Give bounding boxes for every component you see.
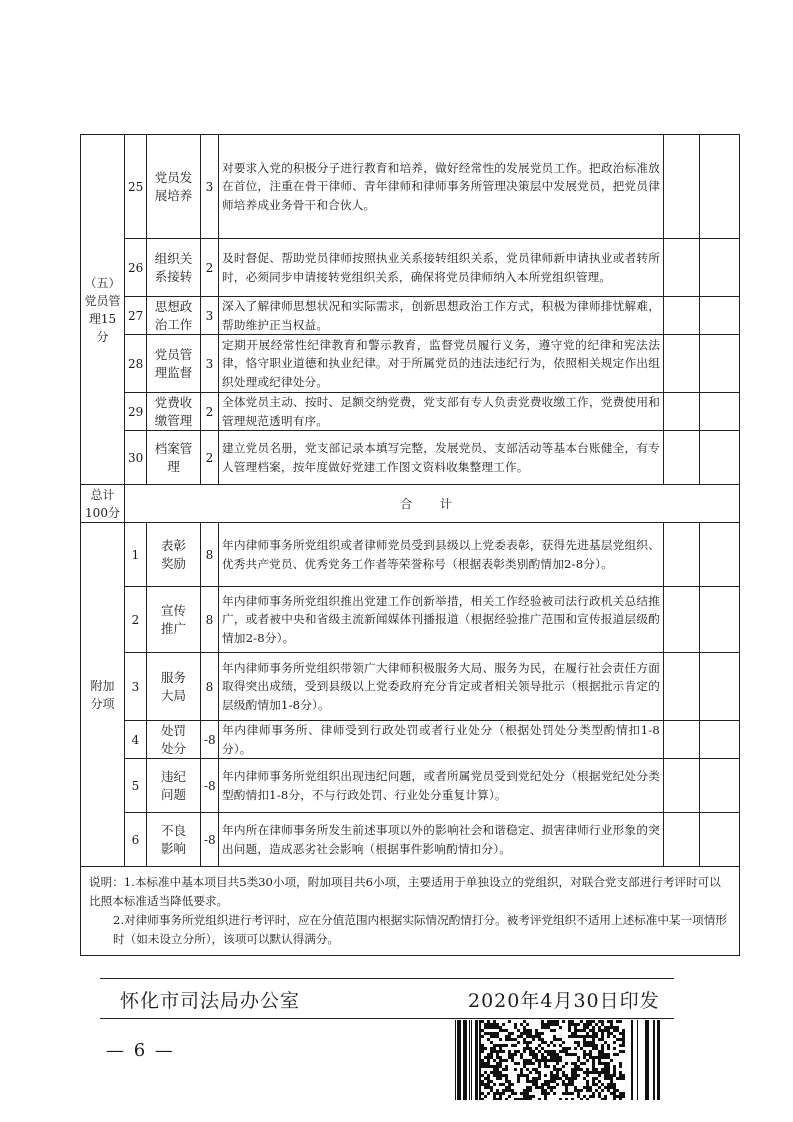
item-name: 党员发 展培养 (147, 135, 201, 239)
item-name: 处罚 处分 (147, 721, 201, 759)
item-name: 违纪 问题 (147, 759, 201, 813)
item-number: 4 (125, 721, 147, 759)
eval-cell-2 (700, 721, 740, 759)
total-row (81, 485, 740, 523)
item-name: 党费收 缴管理 (147, 393, 201, 431)
item-number: 25 (125, 135, 147, 239)
eval-cell-1 (664, 335, 700, 393)
total-label: 总计 100分 (81, 485, 125, 523)
item-number: 26 (125, 239, 147, 297)
table-row (81, 813, 740, 867)
table-row (81, 335, 740, 393)
eval-cell-1 (664, 813, 700, 867)
table-row (81, 431, 740, 485)
notes-row (81, 867, 740, 956)
eval-cell-2 (700, 523, 740, 587)
item-description: 及时督促、帮助党员律师按照执业关系接转组织关系，党员律师新申请执业或者转所时，必须同步申请接转党组织关系，确保将党员律师纳入本所党组织管理。 (219, 239, 664, 297)
evaluation-table (80, 134, 740, 956)
item-name: 档案管 理 (147, 431, 201, 485)
eval-cell-2 (700, 759, 740, 813)
item-description: 深入了解律师思想状况和实际需求，创新思想政治工作方式，积极为律师排忧解难，帮助维护正当权益。 (219, 297, 664, 335)
item-name: 党员管 理监督 (147, 335, 201, 393)
footer-top-rule (100, 978, 674, 979)
item-score: -8 (201, 721, 219, 759)
item-number: 30 (125, 431, 147, 485)
table-row (81, 587, 740, 653)
item-name: 不良 影响 (147, 813, 201, 867)
item-score: 3 (201, 135, 219, 239)
item-score: 3 (201, 335, 219, 393)
item-number: 27 (125, 297, 147, 335)
eval-cell-2 (700, 239, 740, 297)
eval-cell-1 (664, 135, 700, 239)
table-row (81, 721, 740, 759)
table-row (81, 393, 740, 431)
item-name: 组织关 系接转 (147, 239, 201, 297)
item-name: 宣传 推广 (147, 587, 201, 653)
note-2: 2.对律师事务所党组织进行考评时，应在分值范围内根据实际情况酌情打分。被考评党组织不适用上述标准中某一项情形时（如未设立分所），该项可以默认得满分。 (113, 913, 727, 946)
table-row (81, 239, 740, 297)
issuer-name: 怀化市司法局办公室 (120, 990, 301, 1012)
barcode-image (455, 1020, 660, 1100)
eval-cell-1 (664, 431, 700, 485)
item-description: 全体党员主动、按时、足额交纳党费，党支部有专人负责党费收缴工作，党费使用和管理规范透明有序。 (219, 393, 664, 431)
eval-cell-2 (700, 335, 740, 393)
item-description: 建立党员名册，党支部记录本填写完整，发展党员、支部活动等基本台账健全，有专人管理档案，按年度做好党建工作图文资料收集整理工作。 (219, 431, 664, 485)
item-score: 2 (201, 393, 219, 431)
eval-cell-2 (700, 431, 740, 485)
eval-cell-1 (664, 653, 700, 721)
eval-cell-2 (700, 653, 740, 721)
item-number: 2 (125, 587, 147, 653)
item-description: 年内律师事务所党组织或者律师党员受到县级以上党委表彰，获得先进基层党组织、优秀共产党员、优秀党务工作者等荣誉称号（根据表彰类别酌情加2-8分）。 (219, 523, 664, 587)
item-description: 年内律师事务所党组织带领广大律师积极服务大局、服务为民，在履行社会责任方面取得突出成绩，受到县级以上党委政府充分肯定或者相关领导批示（根据批示肯定的层级酌情加1-8分）。 (219, 653, 664, 721)
eval-cell-1 (664, 239, 700, 297)
table-row (81, 297, 740, 335)
section-label: （五） 党员管 理15 分 (81, 135, 125, 485)
eval-cell-1 (664, 393, 700, 431)
notes-cell (81, 867, 740, 956)
eval-cell-2 (700, 393, 740, 431)
item-number: 28 (125, 335, 147, 393)
table-row (81, 759, 740, 813)
item-name: 思想政 治工作 (147, 297, 201, 335)
eval-cell-2 (700, 135, 740, 239)
eval-cell-1 (664, 759, 700, 813)
item-score: 8 (201, 523, 219, 587)
item-score: 2 (201, 239, 219, 297)
table-row (81, 523, 740, 587)
item-number: 3 (125, 653, 147, 721)
extra-label: 附加 分项 (81, 523, 125, 867)
eval-cell-1 (664, 523, 700, 587)
item-score: 8 (201, 653, 219, 721)
eval-cell-2 (700, 813, 740, 867)
footer-bottom-rule (100, 1018, 674, 1019)
item-description: 定期开展经常性纪律教育和警示教育，监督党员履行义务，遵守党的纪律和宪法法律，恪守职业道德和执业纪律。对于所属党员的违法违纪行为，依照相关规定作出组织处理或纪律处分。 (219, 335, 664, 393)
item-description: 对要求入党的积极分子进行教育和培养，做好经常性的发展党员工作。把政治标准放在首位，注重在骨干律师、青年律师和律师事务所管理决策层中发展党员，把党员律师培养成业务骨干和合伙人。 (219, 135, 664, 239)
page-number: — 6 — (106, 1040, 175, 1061)
eval-cell-1 (664, 721, 700, 759)
item-description: 年内律师事务所、律师受到行政处罚或者行业处分（根据处罚处分类型酌情扣1-8分）。 (219, 721, 664, 759)
item-name: 表彰 奖励 (147, 523, 201, 587)
item-score: 8 (201, 587, 219, 653)
issue-date: 2020年4月30日印发 (468, 990, 660, 1012)
eval-cell-1 (664, 587, 700, 653)
table-row (81, 653, 740, 721)
item-score: -8 (201, 813, 219, 867)
item-number: 5 (125, 759, 147, 813)
item-description: 年内律师事务所党组织出现违纪问题，或者所属党员受到党纪处分（根据党纪处分类型酌情扣1-8分，不与行政处罚、行业处分重复计算）。 (219, 759, 664, 813)
item-score: 3 (201, 297, 219, 335)
item-number: 1 (125, 523, 147, 587)
eval-cell-1 (664, 297, 700, 335)
item-number: 29 (125, 393, 147, 431)
item-score: 2 (201, 431, 219, 485)
item-description: 年内律师事务所党组织推出党建工作创新举措，相关工作经验被司法行政机关总结推广，或者被中央和省级主流新闻媒体刊播报道（根据经验推广范围和宣传报道层级酌情加2-8分）。 (219, 587, 664, 653)
eval-cell-2 (700, 587, 740, 653)
item-description: 年内所在律师事务所发生前述事项以外的影响社会和谐稳定、损害律师行业形象的突出问题，造成恶劣社会影响（根据事件影响酌情扣分）。 (219, 813, 664, 867)
note-1: 说明：1.本标准中基本项目共5类30小项，附加项目共6小项，主要适用于单独设立的党组织，对联合党支部进行考评时可以比照本标准适当降低要求。 (89, 875, 721, 908)
item-number: 6 (125, 813, 147, 867)
table-row (81, 135, 740, 239)
total-text: 合 计 (125, 485, 740, 523)
eval-cell-2 (700, 297, 740, 335)
item-name: 服务 大局 (147, 653, 201, 721)
item-score: -8 (201, 759, 219, 813)
